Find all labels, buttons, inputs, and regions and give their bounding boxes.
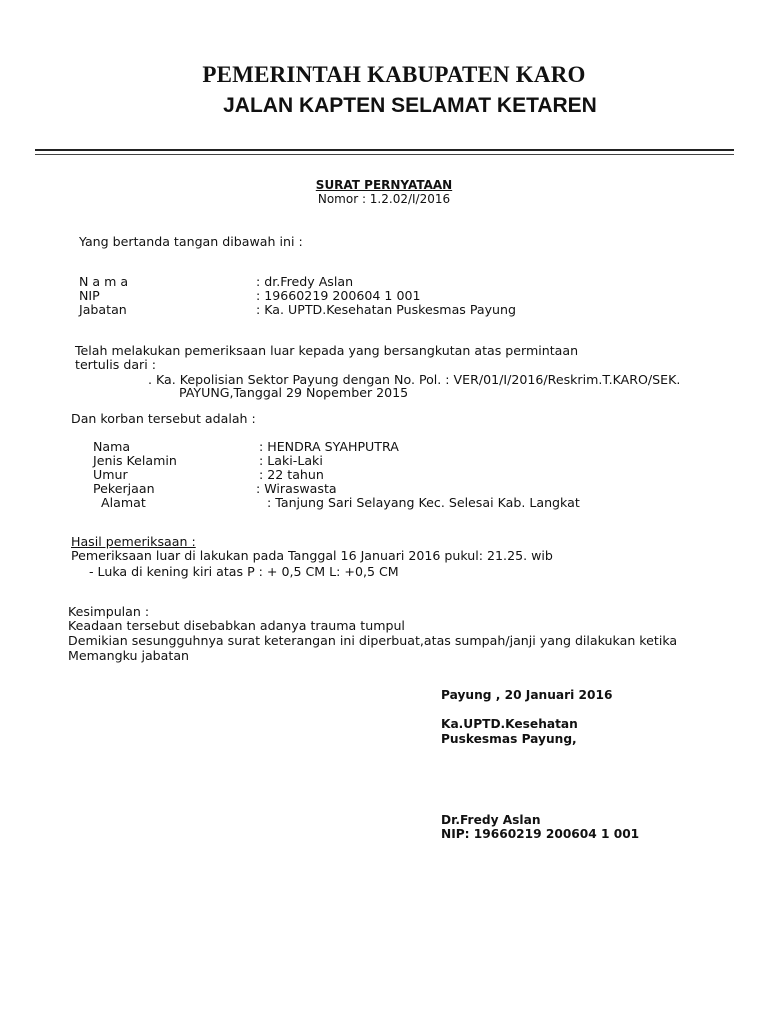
signer-nip-label: NIP — [79, 288, 100, 303]
request-line-3: . Ka. Kepolisian Sektor Payung dengan No. Pol. : VER/01/I/2016/Reskrim.T.KARO/SEK. — [148, 372, 681, 387]
signature-position-2: Puskesmas Payung, — [441, 732, 577, 746]
request-line-4: PAYUNG,Tanggal 29 Nopember 2015 — [179, 385, 409, 400]
conclusion-line-3: Memangku jabatan — [68, 648, 190, 663]
document-number: Nomor : 1.2.02/I/2016 — [317, 192, 451, 206]
victim-name-value: : HENDRA SYAHPUTRA — [259, 439, 399, 454]
document-title: SURAT PERNYATAAN — [315, 178, 453, 192]
result-line-1: Pemeriksaan luar di lakukan pada Tanggal 16 Januari 2016 pukul: 21.25. wib — [71, 548, 553, 563]
result-line-2: - Luka di kening kiri atas P : + 0,5 CM L: +0,5 CM — [89, 564, 399, 579]
result-heading: Hasil pemeriksaan : — [71, 534, 196, 549]
request-line-2: tertulis dari : — [75, 357, 156, 372]
signer-position-value: : Ka. UPTD.Kesehatan Puskesmas Payung — [256, 302, 517, 317]
conclusion-heading: Kesimpulan : — [68, 604, 150, 619]
signature-name: Dr.Fredy Aslan — [441, 813, 541, 827]
conclusion-line-2: Demikian sesungguhnya surat keterangan ini diperbuat,atas sumpah/janji yang dilakukan ketika — [68, 633, 678, 648]
victim-gender-label: Jenis Kelamin — [93, 453, 177, 468]
victim-job-label: Pekerjaan — [93, 481, 155, 496]
signer-name-value: : dr.Fredy Aslan — [256, 274, 354, 289]
victim-address-label: Alamat — [101, 495, 146, 510]
victim-age-label: Umur — [93, 467, 128, 482]
signature-position-1: Ka.UPTD.Kesehatan — [441, 717, 578, 731]
request-line-1: Telah melakukan pemeriksaan luar kepada yang bersangkutan atas permintaan — [75, 343, 579, 358]
signature-place-date: Payung , 20 Januari 2016 — [441, 688, 613, 702]
victim-name-label: Nama — [93, 439, 131, 454]
conclusion-line-1: Keadaan tersebut disebabkan adanya trauma tumpul — [68, 618, 405, 633]
victim-intro: Dan korban tersebut adalah : — [71, 411, 256, 426]
letterhead-street: JALAN KAPTEN SELAMAT KETAREN — [223, 94, 597, 117]
victim-age-value: : 22 tahun — [259, 467, 324, 482]
signature-nip: NIP: 19660219 200604 1 001 — [441, 827, 640, 841]
victim-job-value: : Wiraswasta — [256, 481, 337, 496]
victim-gender-value: : Laki-Laki — [259, 453, 323, 468]
letterhead-rule-thin — [35, 154, 734, 155]
victim-address-value: : Tanjung Sari Selayang Kec. Selesai Kab. Langkat — [267, 495, 580, 510]
signer-nip-value: : 19660219 200604 1 001 — [256, 288, 421, 303]
signer-position-label: Jabatan — [79, 302, 127, 317]
signer-name-label: N a m a — [79, 274, 129, 289]
letterhead-rule-thick — [35, 149, 734, 151]
letterhead-government: PEMERINTAH KABUPATEN KARO — [202, 62, 586, 87]
intro-text: Yang bertanda tangan dibawah ini : — [79, 234, 303, 249]
